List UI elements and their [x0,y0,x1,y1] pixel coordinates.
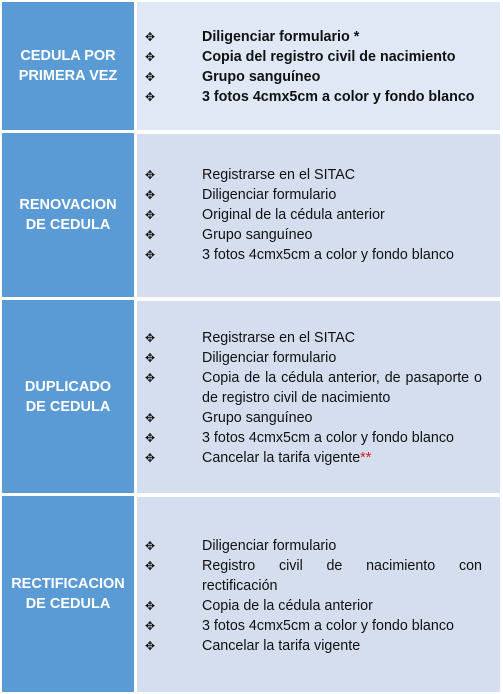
table-row-rectificacion [2,496,500,692]
bullet-icon: ✥ [145,451,156,465]
row-requirements [137,2,500,130]
bullet-icon: ✥ [145,50,156,64]
list-item: ✥ 3 fotos 4cmx5cm a color y fondo blanco [145,430,454,446]
list-item: ✥ 3 fotos 4cmx5cm a color y fondo blanco [145,247,454,263]
bullet-icon: ✥ [145,30,156,44]
bullet-icon: ✥ [145,559,156,573]
row-requirements [137,133,500,297]
list-item: ✥ Diligenciar formulario * [145,29,360,45]
bullet-icon: ✥ [145,188,156,202]
table-row-duplicado [2,300,500,493]
list-item: ✥ Cancelar la tarifa vigente** [145,450,372,466]
bullet-icon: ✥ [145,411,156,425]
list-item: ✥ Diligenciar formulario [145,538,337,554]
requirements-table [2,2,500,692]
bullet-icon: ✥ [145,599,156,613]
row-title: DUPLICADO DE CEDULA [24,378,112,415]
list-item: ✥ 3 fotos 4cmx5cm a color y fondo blanco [145,89,475,105]
row-label [2,496,134,692]
bullet-icon: ✥ [145,351,156,365]
list-item: ✥ Copia del registro civil de nacimiento [145,49,456,65]
list-item: ✥ Copia de la cédula anterior, de pasaporte o de registro civil de nacimiento [145,370,482,406]
list-item: ✥ Registrarse en el SITAC [145,167,356,183]
bullet-icon: ✥ [145,331,156,345]
row-label [2,300,134,493]
bullet-icon: ✥ [145,168,156,182]
list-item: ✥ Grupo sanguíneo [145,410,313,426]
list-item: ✥ 3 fotos 4cmx5cm a color y fondo blanco [145,618,454,634]
bullet-icon: ✥ [145,639,156,653]
bullet-icon: ✥ [145,431,156,445]
bullet-icon: ✥ [145,248,156,262]
table-row-renovacion [2,133,500,297]
bullet-icon: ✥ [145,208,156,222]
list-item: ✥ Grupo sanguíneo [145,69,321,85]
list-item: ✥ Cancelar la tarifa vigente [145,638,361,654]
list-item: ✥ Registrarse en el SITAC [145,330,356,346]
list-item: ✥ Diligenciar formulario [145,187,337,203]
bullet-icon: ✥ [145,228,156,242]
bullet-icon: ✥ [145,619,156,633]
list-item: ✥ Grupo sanguíneo [145,227,313,243]
row-title: CEDULA POR PRIMERA VEZ [18,48,118,84]
bullet-icon: ✥ [145,90,156,104]
row-requirements [137,300,500,493]
bullet-icon: ✥ [145,371,156,385]
row-title: RENOVACION DE CEDULA [19,197,117,233]
row-label [2,2,134,130]
row-title: RECTIFICACION DE CEDULA [11,576,125,612]
bullet-icon: ✥ [145,539,156,553]
list-item: ✥ Original de la cédula anterior [145,207,385,223]
list-item: ✥ Copia de la cédula anterior [145,598,373,614]
table-row-primera-vez [2,2,500,130]
bullet-icon: ✥ [145,70,156,84]
row-label [2,133,134,297]
list-item: ✥ Diligenciar formulario [145,350,337,366]
footnote-mark: ** [360,450,372,466]
row-requirements [137,496,500,692]
list-item: ✥ Registro civil de nacimiento con rectificación [145,558,482,594]
